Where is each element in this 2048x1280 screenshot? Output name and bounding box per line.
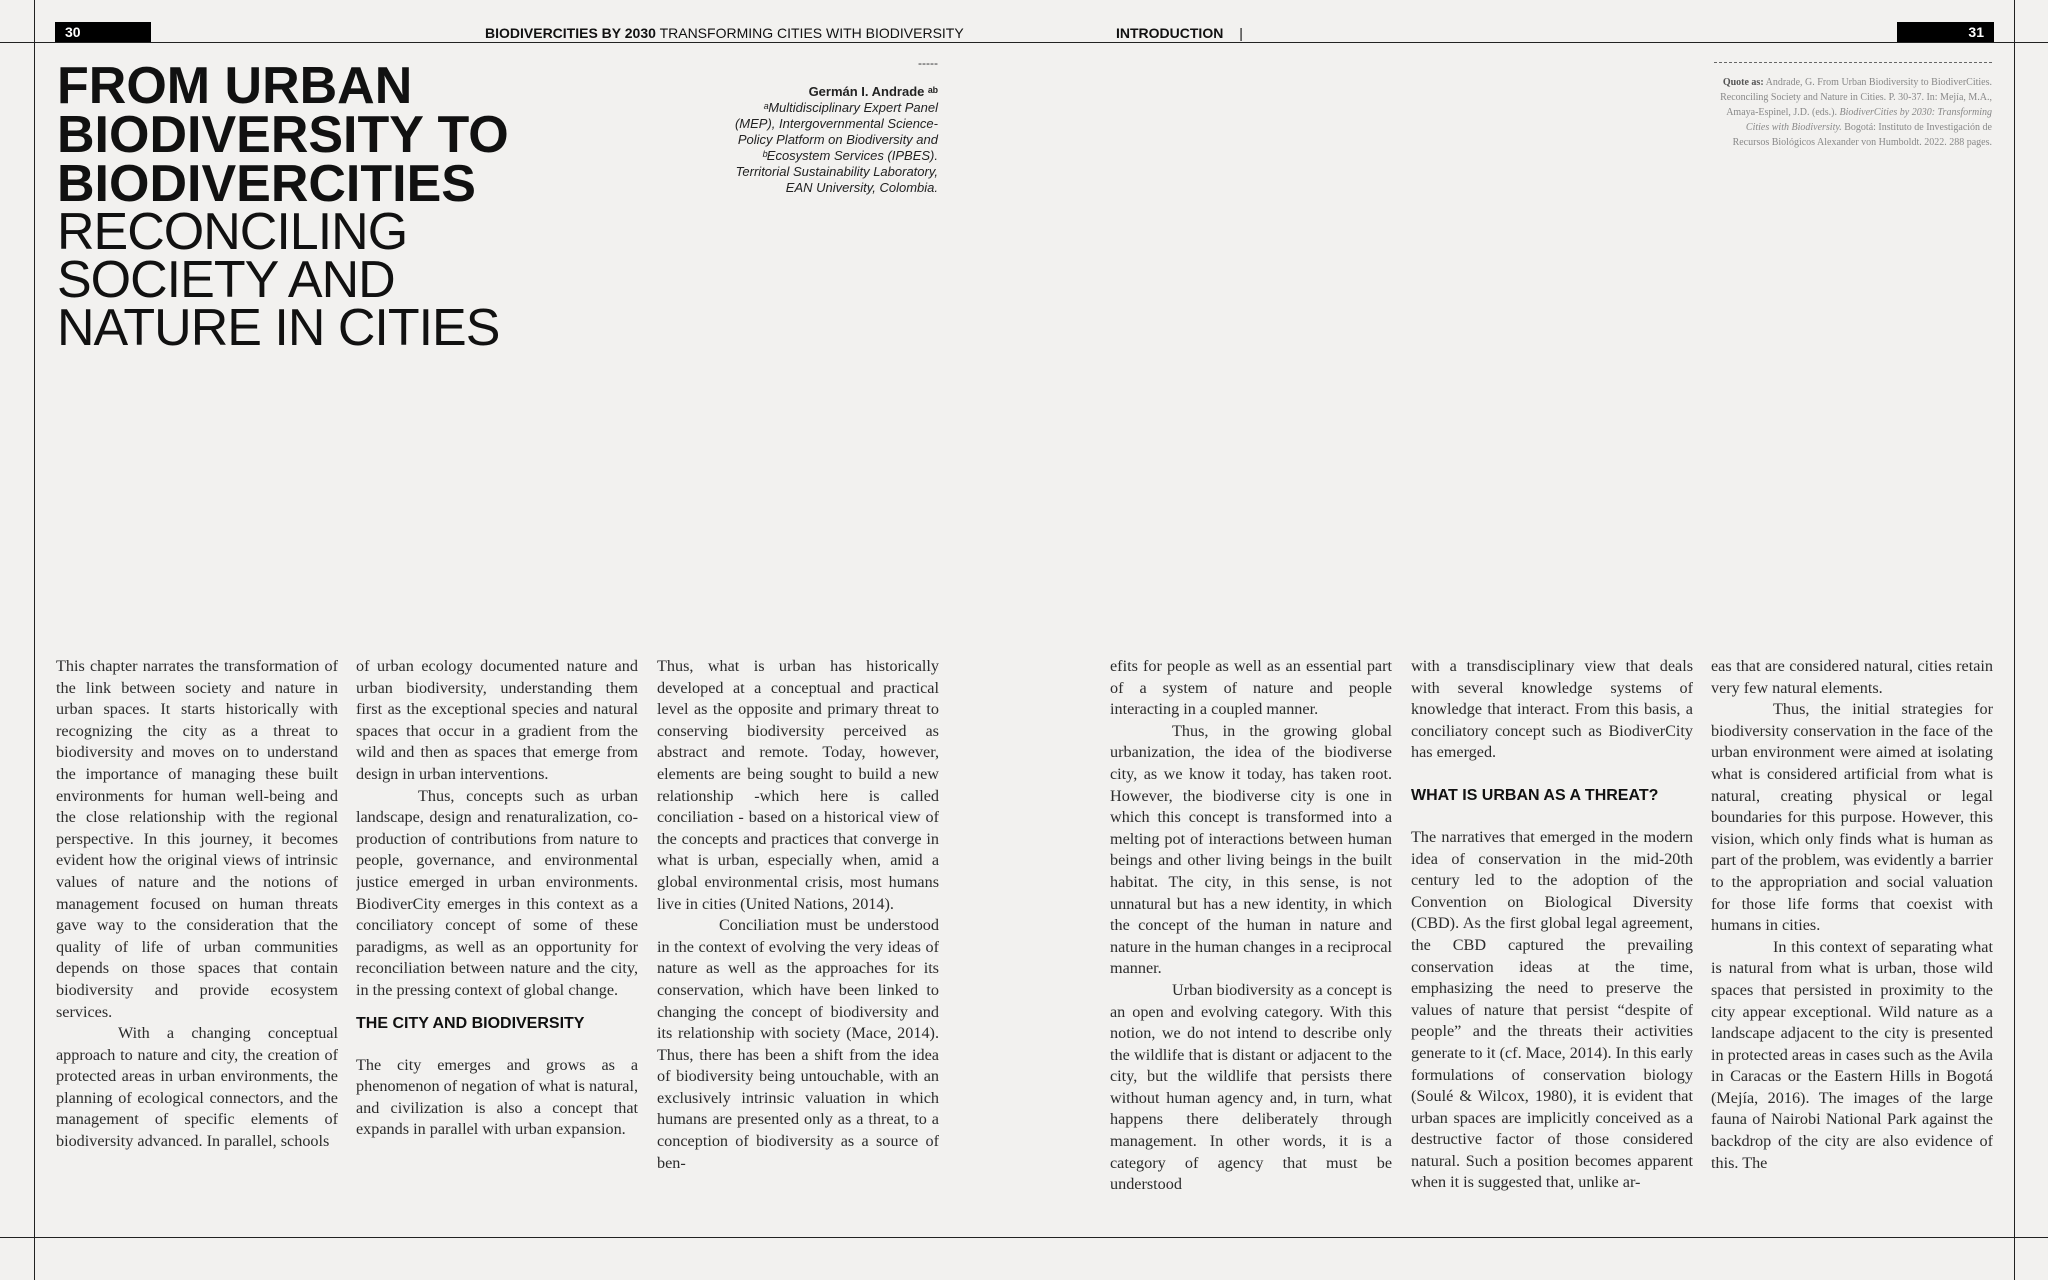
citation-book-title: BiodiverCities by 2030: Transforming Cities with Biodiversity. — [1745, 107, 1992, 133]
subtitle-line: RECONCILING — [57, 203, 408, 261]
chapter-title — [57, 57, 509, 213]
body-paragraph: The city emerges and grows as a phenomenon of negation of what is natural, and civilization is also a concept that expands in parallel with urban expansion. — [356, 1055, 638, 1139]
author-affiliation-line: Policy Platform on Biodiversity and — [737, 132, 938, 147]
body-paragraph: The narratives that emerged in the modern idea of conservation in the mid-20th century led to the adoption of the Convention on Biological Diversity (CBD). As the first global legal agreement, the CBD captured the prevailing conservation ideas at the time, emphasizing the need to preserve the values of nature that persist “despite of people” and the threats their activities generate to it (cf. Mace, 2014). In this early formulations of conservation biology (Soulé & Wilcox, 1980), it is evident that urban spaces are implicitly conceived as a destructive factor of those considered natural. Such a position becomes apparent when it is suggested that, unlike ar- — [1411, 827, 1693, 1192]
body-paragraph: Thus, concepts such as urban landscape, design and renaturalization, co-production of contributions from nature to people, governance, and environmental justice emerged in urban environments. BiodiverCity emerges in this context as a conciliatory concept of some of these paradigms, as well as an opportunity for reconciliation between nature and the city, in the pressing context of global change. — [356, 786, 638, 999]
title-line: BIODIVERCITIES — [57, 155, 476, 213]
body-paragraph: In this context of separating what is natural from what is urban, those wild spaces that persisted in proximity to the city appear exceptional. Wild nature as a landscape adjacent to the city is presented in protected areas in cases such as the Avila in Caracas or the Eastern Hills in Bogotá (Mejía, 2016). The images of the large fauna of Nairobi National Park against the backdrop of the city are also evidence of this. The — [1711, 937, 1993, 1172]
author-block — [708, 84, 938, 196]
chapter-subtitle — [57, 203, 500, 357]
citation-text: Andrade, G. From Urban Biodiversity to BiodiverCities. Reconciling Society and Nature in Cities. P. 30-37. In: Mejía, M.A., Amaya-Espinel, J.D. (eds.). — [1720, 77, 1992, 118]
top-rule — [0, 42, 2048, 43]
body-paragraph: Urban biodiversity as a concept is an open and evolving category. With this notion, we do not intend to describe only the wildlife that is distant or adjacent to the city, but the wildlife that persists there without human agency and, in turn, what happens there deliberately through management. In other words, it is a category of agency that must be understood — [1110, 980, 1392, 1194]
section-heading: WHAT IS URBAN AS A THREAT? — [1411, 786, 1659, 804]
section-heading: THE CITY AND BIODIVERSITY — [356, 1014, 585, 1032]
right-running-head — [1116, 24, 1243, 42]
running-head-section: INTRODUCTION — [1116, 25, 1224, 41]
author-affiliation-line: ᵃMultidisciplinary Expert Panel — [763, 100, 938, 115]
left-column-3 — [657, 656, 939, 1221]
citation-publisher: Bogotá: Instituto de Investigación de Recursos Biológicos Alexander von Humboldt. 2022. 288 pages. — [1732, 122, 1992, 148]
body-paragraph: of urban ecology documented nature and urban biodiversity, understanding them first as the exceptional species and natural spaces that occur in a gradient from the wild and then as spaces that emerge from design in urban interventions. — [356, 657, 638, 783]
author-name: Germán I. Andrade ᵃᵇ — [808, 84, 938, 99]
author-affiliation-line: Territorial Sustainability Laboratory, — [735, 164, 938, 179]
body-paragraph: with a transdisciplinary view that deals with several knowledge systems of knowledge that interact. From this basis, a conciliatory concept such as BiodiverCity has emerged. — [1411, 657, 1693, 762]
left-column-1 — [56, 656, 338, 1221]
subtitle-line: NATURE IN CITIES — [57, 299, 500, 357]
running-head-separator: | — [1239, 25, 1243, 41]
right-column-3 — [1711, 656, 1993, 1221]
citation-block — [1714, 75, 1992, 150]
subtitle-line: SOCIETY AND — [57, 251, 395, 309]
title-line: FROM URBAN — [57, 57, 413, 115]
body-paragraph: Thus, the initial strategies for biodiversity conservation in the face of the urban environment were aimed at isolating what is considered artificial from what is natural, creating physical or legal boundaries for this purpose. However, this vision, which only finds what is human as part of the problem, was evidently a barrier to the appropriation and social valuation for those life forms that coexist with humans in cities. — [1711, 700, 1993, 935]
citation-dashed-rule — [1714, 62, 1992, 63]
body-paragraph: Conciliation must be understood in the context of evolving the very ideas of nature as well as the approaches for its conservation, which have been linked to changing the concept of biodiversity and its relationship with society (Mace, 2014). Thus, there has been a shift from the idea of biodiversity being untouchable, with an exclusively intrinsic valuation in which humans are presented only as a threat, to a conception of biodiversity as a source of ben- — [657, 916, 939, 1172]
running-head-book-title: BIODIVERCITIES BY 2030 — [485, 25, 656, 41]
right-column-2 — [1411, 656, 1693, 1221]
right-column-1 — [1110, 656, 1392, 1221]
left-running-head — [485, 24, 964, 42]
body-paragraph: efits for people as well as an essential part of a system of nature and people interacting in a coupled manner. — [1110, 657, 1392, 719]
body-paragraph: Thus, in the growing global urbanization, the idea of the biodiverse city, as we know it today, has taken root. However, the biodiverse city is one in which this concept is transformed into a melting pot of interactions between human beings and other living beings in the built habitat. The city, in this sense, is not unnatural but has a new identity, in which the concept of the human in nature and nature in the human changes in a reciprocal manner. — [1110, 721, 1392, 978]
left-page-number: 30 — [55, 22, 151, 42]
body-paragraph: eas that are considered natural, cities retain very few natural elements. — [1711, 657, 1993, 697]
author-dashes: ----- — [918, 56, 938, 70]
right-page-number: 31 — [1897, 22, 1994, 42]
right-margin-rule — [2014, 0, 2015, 1280]
citation-label: Quote as: — [1722, 77, 1764, 88]
author-affiliation-line: EAN University, Colombia. — [785, 180, 938, 195]
body-paragraph: This chapter narrates the transformation of the link between society and nature in urban spaces. It starts historically with recognizing the city as a threat to biodiversity and moves on to understand the importance of managing these built environments for human well-being and the close relationship with the regional perspective. In this journey, it becomes evident how the original views of intrinsic values of nature and the notions of management focused on human threats gave way to the consideration that the quality of life of urban communities depends on those spaces that contain biodiversity and provide ecosystem services. — [56, 657, 338, 1021]
author-affiliation-line: (MEP), Intergovernmental Science- — [734, 116, 938, 131]
title-line: BIODIVERSITY TO — [57, 106, 509, 164]
author-affiliation-line: ᵇEcosystem Services (IPBES). — [762, 148, 938, 163]
left-margin-rule — [34, 0, 35, 1280]
body-paragraph: Thus, what is urban has historically developed at a conceptual and practical level as the opposite and primary threat to conserving biodiversity perceived as abstract and remote. Today, however, elements are being sought to build a new relationship -which here is called conciliation - based on a historical view of the concepts and practices that converge in what is urban, especially when, amid a global environmental crisis, most humans live in cities (United Nations, 2014). — [657, 657, 939, 913]
bottom-rule — [0, 1237, 2048, 1238]
left-column-2 — [356, 656, 638, 1221]
body-paragraph: With a changing conceptual approach to nature and city, the creation of protected areas in urban environments, the planning of ecological connectors, and the management of specific elements of biodiversity advanced. In parallel, schools — [56, 1024, 338, 1151]
running-head-subtitle: TRANSFORMING CITIES WITH BIODIVERSITY — [659, 25, 964, 41]
